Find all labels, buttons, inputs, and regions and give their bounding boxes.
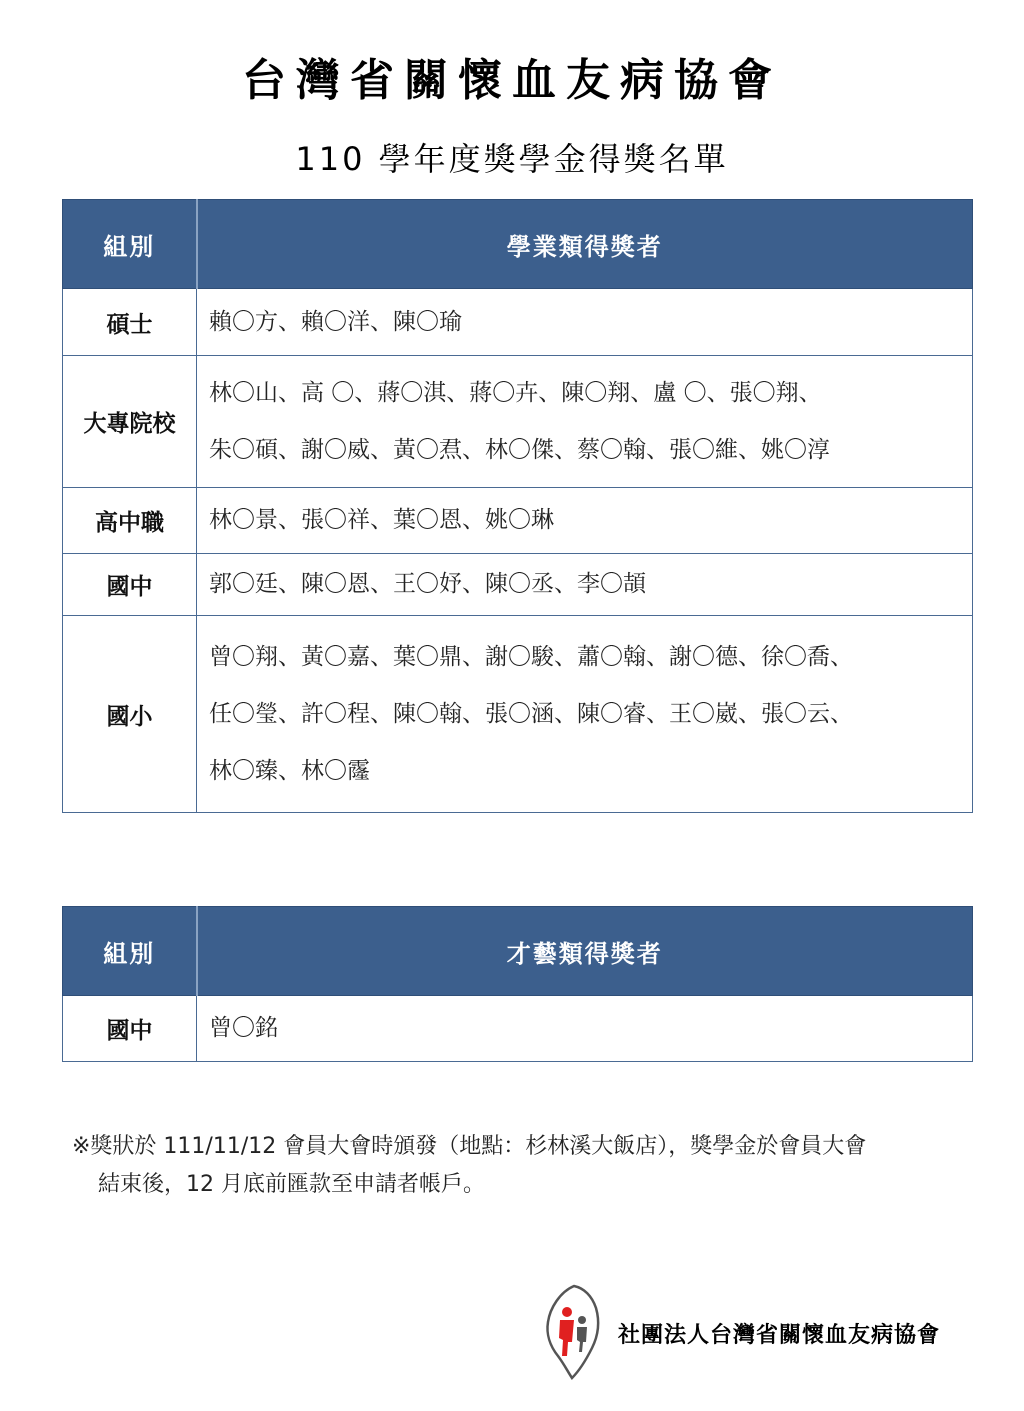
group-cell: 高中職 xyxy=(63,488,197,554)
names-line: 任〇瑩、許〇程、陳〇翰、張〇涵、陳〇睿、王〇崴、張〇云、 xyxy=(209,700,853,727)
page-subtitle: 110 學年度獎學金得獎名單 xyxy=(295,140,729,178)
group-cell: 國小 xyxy=(63,616,197,813)
names-cell xyxy=(197,289,973,356)
group-cell: 大專院校 xyxy=(63,356,197,488)
names-line: 曾〇銘 xyxy=(209,1015,278,1041)
note-line-2: 結束後，12 月底前匯款至申請者帳戶。 xyxy=(98,1172,485,1197)
names-line: 曾〇翔、黃〇嘉、葉〇鼎、謝〇駿、蕭〇翰、謝〇德、徐〇喬、 xyxy=(209,643,853,670)
group-cell: 碩士 xyxy=(63,289,197,356)
column-header-group: 組別 xyxy=(63,200,197,289)
taiwan-map-logo-icon xyxy=(540,1284,604,1380)
table-row xyxy=(63,289,973,356)
table-header-row xyxy=(63,907,973,996)
names-cell xyxy=(197,616,973,813)
talent-awards-table xyxy=(62,906,973,1062)
footer xyxy=(540,1284,980,1384)
table-row xyxy=(63,488,973,554)
names-line: 朱〇碩、謝〇威、黃〇焄、林〇傑、蔡〇翰、張〇維、姚〇淳 xyxy=(209,436,830,463)
names-cell xyxy=(197,996,973,1062)
column-header-talent: 才藝類得獎者 xyxy=(197,907,973,996)
column-header-group: 組別 xyxy=(63,907,197,996)
table-row xyxy=(63,356,973,488)
names-line: 林〇臻、林〇霳 xyxy=(209,757,370,784)
organization-name: 社團法人台灣省關懷血友病協會 xyxy=(618,1323,941,1348)
names-cell xyxy=(197,554,973,616)
group-cell: 國中 xyxy=(63,554,197,616)
names-line: 林〇山、高 〇、蔣〇淇、蔣〇卉、陳〇翔、盧 〇、張〇翔、 xyxy=(209,379,822,406)
table-header-row xyxy=(63,200,973,289)
page-title: 台灣省關懷血友病協會 xyxy=(242,55,782,106)
academic-awards-table xyxy=(62,199,973,813)
note-line-1: ※獎狀於 111/11/12 會員大會時頒發（地點：杉林溪大飯店），獎學金於會員大會 xyxy=(72,1134,867,1159)
names-line: 郭〇廷、陳〇恩、王〇妤、陳〇丞、李〇頡 xyxy=(209,571,646,597)
table-row xyxy=(63,996,973,1062)
award-note xyxy=(72,1128,972,1204)
table-row xyxy=(63,554,973,616)
table-row xyxy=(63,616,973,813)
names-cell xyxy=(197,356,973,488)
group-cell: 國中 xyxy=(63,996,197,1062)
names-line: 林〇景、張〇祥、葉〇恩、姚〇琳 xyxy=(209,507,554,533)
names-cell xyxy=(197,488,973,554)
names-line: 賴〇方、賴〇洋、陳〇瑜 xyxy=(209,308,462,335)
column-header-academic: 學業類得獎者 xyxy=(197,200,973,289)
